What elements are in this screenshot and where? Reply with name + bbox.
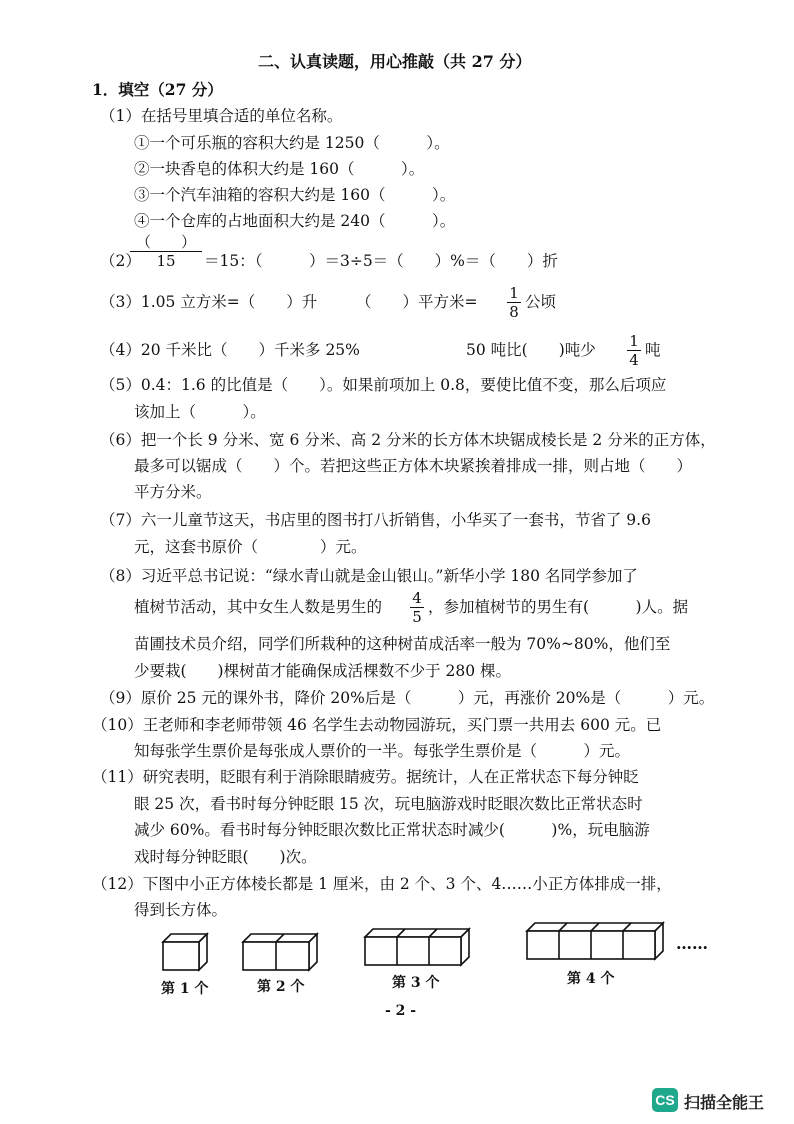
q1-3-tail: 公顷 [525,293,557,311]
q1-3-text: （3）1.05 立方米=（ ）升 （ ）平方米= [100,293,478,311]
q1-3-fraction [507,285,521,320]
fraction-denominator: 15 [156,252,176,270]
page-number: - 2 - [385,1003,417,1019]
q1-8-line2a: 植树节活动，其中女生人数是男生的 [134,598,383,616]
cube-figure-1 [163,934,213,974]
fraction-denominator: 5 [412,608,422,626]
q1-1-c: ③一个汽车油箱的容积大约是 160（ ）。 [134,186,456,204]
q1-1-intro: （1）在括号里填合适的单位名称。 [100,107,343,125]
question-1-title: 1．填空（27 分） [92,80,223,99]
cube-figure-4 [527,923,667,963]
q1-1-d: ④一个仓库的占地面积大约是 240（ ）。 [134,212,456,230]
q1-8-line3: 苗圃技术员介绍，同学们所栽种的这种树苗成活率一般为 70%~80%，他们至 [134,635,671,653]
q1-2-fraction [130,234,202,269]
q1-7-line1: （7）六一儿童节这天，书店里的图书打八折销售，小华买了一套书，节省了 9.6 [100,511,651,529]
fraction-numerator: （ ） [135,233,196,251]
q1-1-a: ①一个可乐瓶的容积大约是 1250（ ）。 [134,134,450,152]
cube-caption-3: 第 3 个 [392,975,440,991]
q1-9-line1: （9）原价 25 元的课外书，降价 20%后是（ ）元，再涨价 20%是（ ）元。 [100,689,715,707]
q1-5-line1: （5）0.4：1.6 的比值是（ ）。如果前项加上 0.8，要使比值不变，那么后项应 [100,376,667,394]
q1-8-line2b: ，参加植树节的男生有( )人。据 [428,598,689,616]
q1-11-line4: 戏时每分钟眨眼( )次。 [134,848,317,866]
fraction-denominator: 8 [509,303,519,321]
cube-caption-4: 第 4 个 [567,971,615,987]
q1-10-line1: （10）王老师和李老师带领 46 名学生去动物园游玩，买门票一共用去 600 元。已 [92,716,662,734]
q1-6-line1: （6）把一个长 9 分米、宽 6 分米、高 2 分米的长方体木块锯成棱长是 2 分米的正方体， [100,431,716,449]
q1-4-text: （4）20 千米比（ ）千米多 25% [100,341,360,359]
q1-12-line2: 得到长方体。 [134,901,228,919]
q1-11-line3: 减少 60%。看书时每分钟眨眼次数比正常状态时减少( )%，玩电脑游 [134,821,650,839]
q1-8-line1: （8）习近平总书记说：“绿水青山就是金山银山。”新华小学 180 名同学参加了 [100,567,638,585]
q1-4-fraction [627,333,641,368]
q1-8-line4: 少要栽( )棵树苗才能确保成活棵数不少于 280 棵。 [134,662,512,680]
q1-6-line3: 平方分米。 [134,483,212,501]
fraction-denominator: 4 [629,351,639,369]
q1-12-line1: （12）下图中小正方体棱长都是 1 厘米，由 2 个、3 个、4……小正方体排成一排， [92,875,672,893]
q1-7-line2: 元，这套书原价（ ）元。 [134,538,367,556]
cube-caption-2: 第 2 个 [257,979,305,995]
fraction-numerator: 4 [412,589,422,607]
q1-1-b: ②一块香皂的体积大约是 160（ ）。 [134,160,425,178]
cube-figure-3 [365,929,475,969]
section-title: 二、认真读题，用心推敲（共 27 分） [258,52,532,71]
q1-5-line2: 该加上（ ）。 [134,403,266,421]
cube-ellipsis: …… [676,934,708,953]
q1-4-text2: 50 吨比( )吨少 [466,341,596,359]
q1-11-line2: 眼 25 次，看书时每分钟眨眼 15 次，玩电脑游戏时眨眼次数比正常状态时 [134,795,643,813]
camscanner-logo-icon: CS [652,1088,678,1112]
q1-2-label: （2） [100,252,141,270]
cube-figure-2 [243,934,323,974]
fraction-numerator: 1 [509,284,519,302]
q1-2-rest: ＝15：（ ）＝3÷5＝（ ）%＝（ ）折 [204,252,558,270]
fraction-numerator: 1 [629,332,639,350]
q1-4-tail: 吨 [645,341,661,359]
q1-8-fraction [410,590,424,625]
q1-6-line2: 最多可以锯成（ ）个。若把这些正方体木块紧挨着排成一排，则占地（ ） [134,457,693,475]
q1-11-line1: （11）研究表明，眨眼有利于消除眼睛疲劳。据统计，人在正常状态下每分钟眨 [92,768,639,786]
q1-10-line2: 知每张学生票价是每张成人票价的一半。每张学生票价是（ ）元。 [134,742,631,760]
watermark-text: 扫描全能王 [684,1095,765,1112]
cube-caption-1: 第 1 个 [161,981,209,997]
